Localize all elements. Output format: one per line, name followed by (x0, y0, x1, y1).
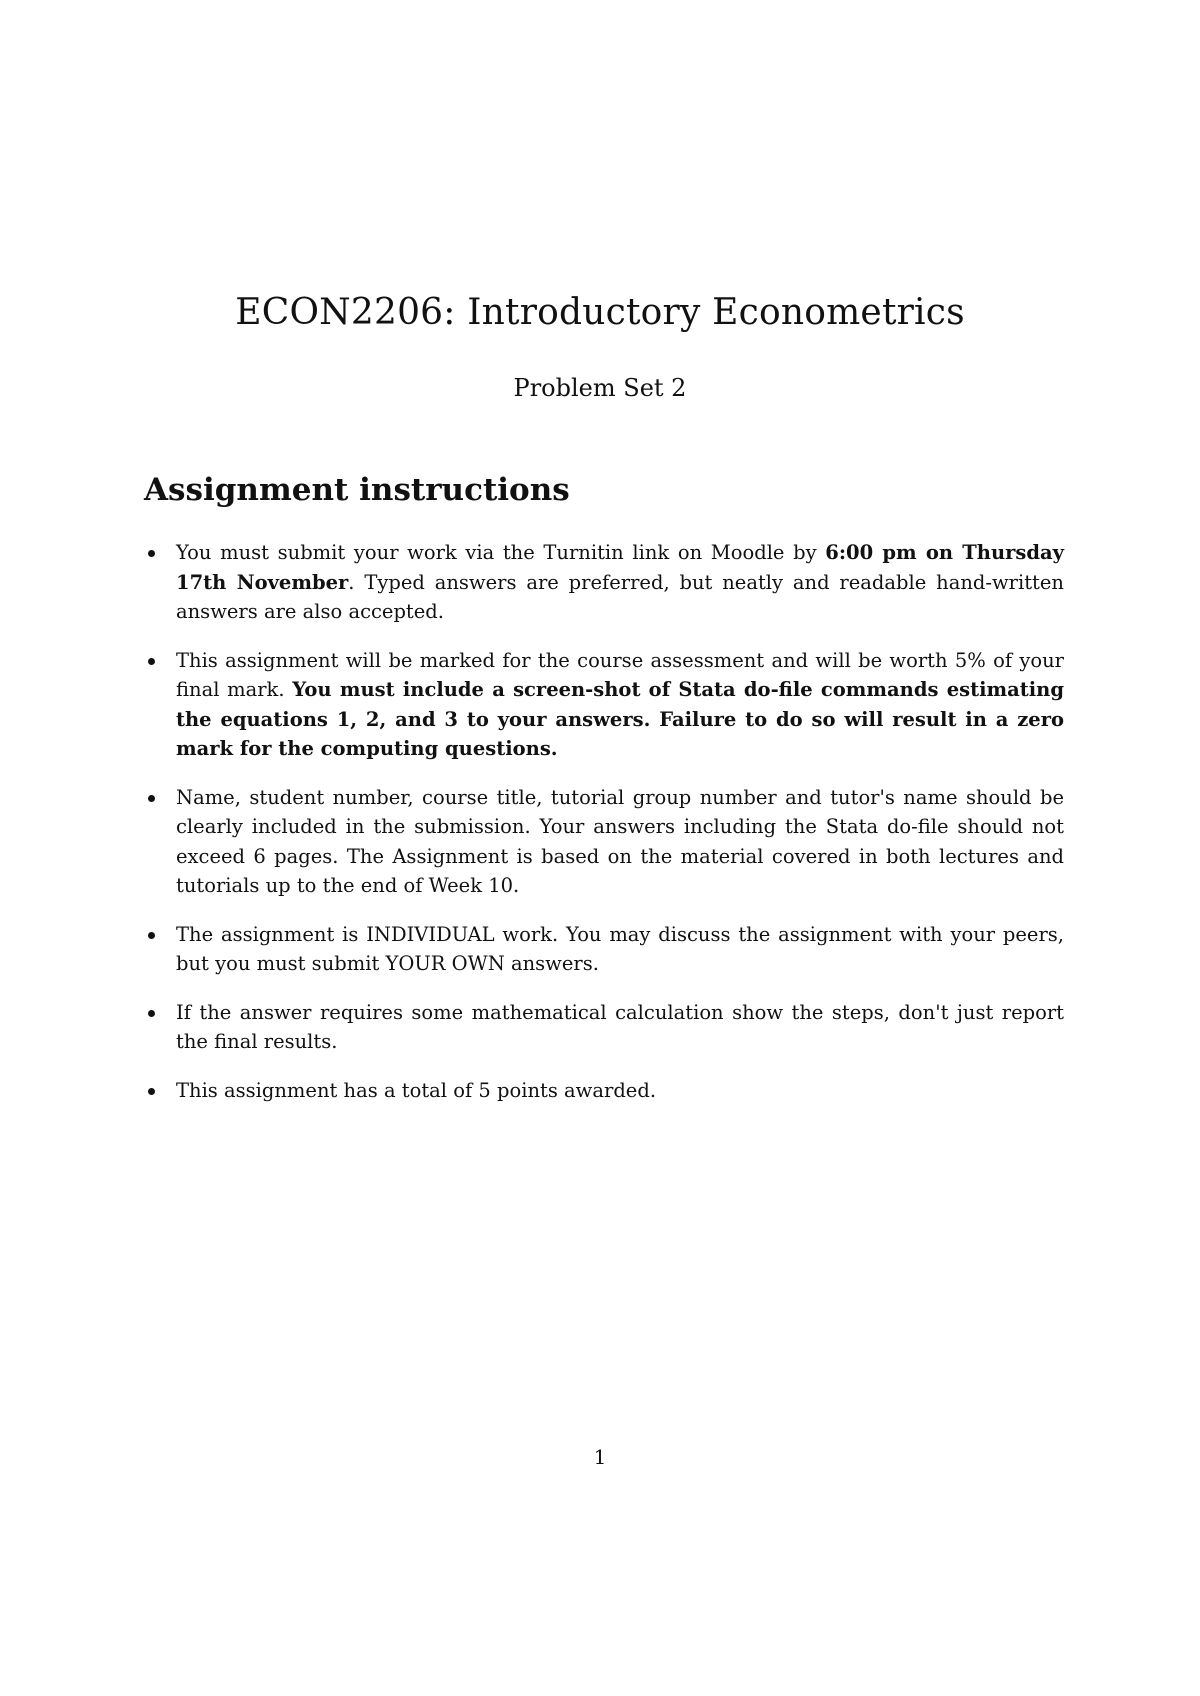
instruction-item (176, 920, 1064, 979)
bullet-icon (148, 932, 155, 939)
page-subtitle: Problem Set 2 (513, 374, 687, 402)
instruction-emphasis: You must include a screen-shot of Stata do-file commands estimating the equations 1, 2, and 3 to your answers. Failure to do so will result in a zero mark for the computing questions. (176, 678, 1064, 760)
bullet-icon (148, 550, 155, 557)
instruction-item (176, 1076, 1064, 1106)
page-title: ECON2206: Introductory Econometrics (235, 292, 965, 333)
instruction-text: If the answer requires some mathematical calculation show the steps, don't just report the final results. (176, 1000, 1064, 1053)
bullet-icon (148, 658, 155, 665)
instructions-list (176, 538, 1064, 1124)
instruction-text: The assignment is INDIVIDUAL work. You may discuss the assignment with your peers, but you must submit YOUR OWN answers. (176, 922, 1064, 975)
instruction-item (176, 538, 1064, 627)
instruction-item (176, 783, 1064, 901)
instruction-item (176, 646, 1064, 764)
instruction-text: Name, student number, course title, tutorial group number and tutor's name should be clearly included in the submission. Your answers including the Stata do-file should not exceed 6 pages. The Assignment is based on the material covered in both lectures and tutorials up to the end of Week 10. (176, 785, 1064, 897)
page-number: 1 (593, 1445, 607, 1469)
instruction-text: This assignment has a total of 5 points awarded. (176, 1078, 657, 1102)
bullet-icon (148, 795, 155, 802)
bullet-icon (148, 1010, 155, 1017)
bullet-icon (148, 1088, 155, 1095)
instruction-item (176, 998, 1064, 1057)
instruction-text: This assignment will be marked for the course assessment and will be worth 5% of your final mark. (176, 648, 1064, 701)
section-heading: Assignment instructions (144, 472, 570, 508)
instruction-text-tail: . Typed answers are preferred, but neatly and readable hand-written answers are also accepted. (176, 570, 1064, 623)
instruction-emphasis: 6:00 pm on Thursday 17th November (176, 541, 1064, 594)
instruction-text: You must submit your work via the Turnitin link on Moodle by (176, 541, 826, 564)
